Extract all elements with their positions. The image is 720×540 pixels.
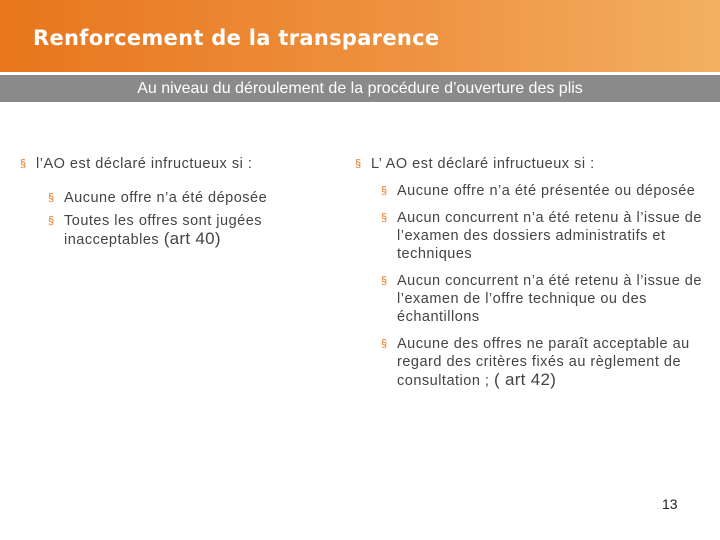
left-item-1 — [48, 189, 330, 207]
right-item-4-text: Aucune des offres ne paraît acceptable au regard des critères fixés au règlement de consultation ; — [397, 336, 690, 389]
left-item-2-text: Toutes les offres sont jugées inacceptables — [64, 213, 263, 248]
subheader-text: Au niveau du déroulement de la procédure d’ouverture des plis — [137, 80, 583, 97]
right-column — [355, 155, 705, 390]
right-item-3 — [381, 272, 705, 326]
right-heading-item — [355, 155, 705, 173]
left-item-1-text: Aucune offre n’a été déposée — [64, 190, 268, 206]
bullet-icon: § — [20, 158, 27, 170]
right-item-1 — [381, 182, 705, 200]
page-number: 13 — [662, 496, 678, 512]
article-ref: (art 40) — [163, 229, 221, 248]
bullet-icon: § — [381, 185, 388, 197]
article-ref: ( art 42) — [493, 370, 557, 389]
subheader-bar — [0, 75, 720, 102]
right-item-2-text: Aucun concurrent n’a été retenu à l’issue de l’examen des dossiers administratifs et techniques — [397, 210, 702, 262]
bullet-icon: § — [48, 192, 55, 204]
bullet-icon: § — [381, 338, 388, 350]
left-heading-item — [20, 155, 330, 173]
right-heading: L’ AO est déclaré infructueux si : — [371, 156, 595, 172]
bullet-icon: § — [48, 215, 55, 227]
left-item-2 — [48, 212, 330, 249]
right-item-1-text: Aucune offre n’a été présentée ou déposée — [397, 183, 696, 199]
right-item-3-text: Aucun concurrent n’a été retenu à l’issue de l’examen de l’offre technique ou des échantillons — [397, 273, 702, 325]
right-item-4 — [381, 335, 705, 390]
slide-title: Renforcement de la transparence — [33, 26, 440, 50]
left-column — [20, 155, 330, 249]
bullet-icon: § — [381, 275, 388, 287]
left-heading: l’AO est déclaré infructueux si : — [36, 156, 253, 172]
right-item-2 — [381, 209, 705, 263]
bullet-icon: § — [355, 158, 362, 170]
bullet-icon: § — [381, 212, 388, 224]
slide-header — [0, 0, 720, 72]
